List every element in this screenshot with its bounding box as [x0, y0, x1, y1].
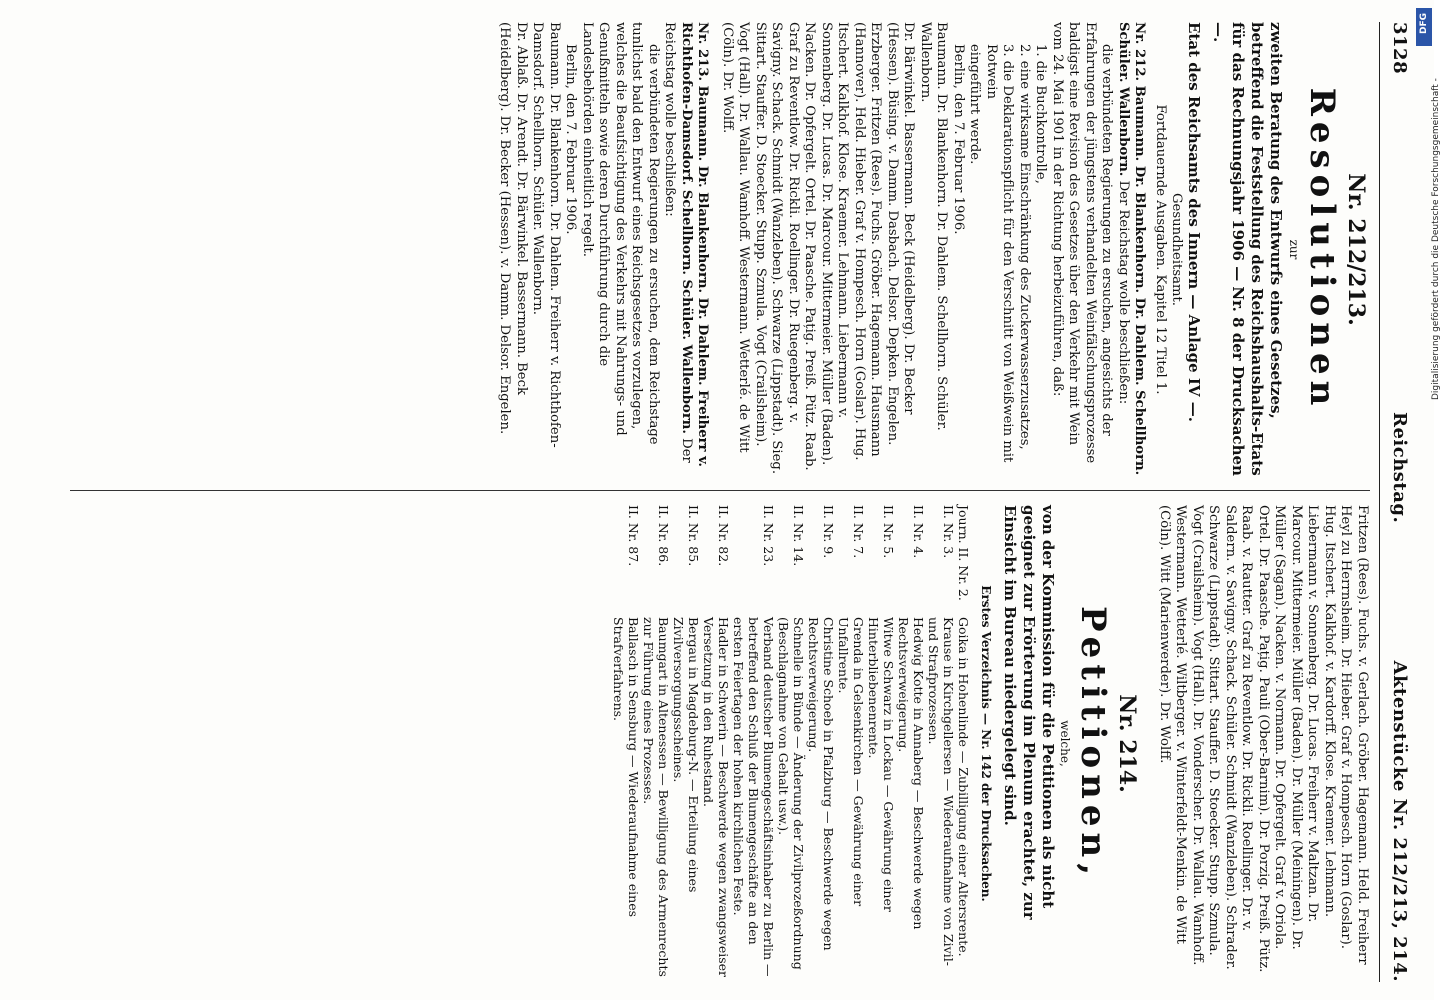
resolution-213-cosigners: Dr. Ablaß. Dr. Arendt. Dr. Bärwinkel. Bassermann. Beck (Heidelberg). Dr. Becker (Hessen). v. Damm. Delsor. Engelen. [497, 22, 529, 435]
petition-text: Witwe Schwarz in Lockau — Gewährung einer Hinterbliebenenrente. [866, 617, 897, 912]
petition-title: Petitionen, [1073, 605, 1114, 882]
dfg-logo-text: DFG [1419, 12, 1429, 34]
signers-continued: Fritzen (Rees). Fuchs. v. Gerlach. Gröber. Hagemann. Held. Freiherr Heyl zu Herrnsheim. Dr. Hieber. Graf v. Hompesch. Horn (Goslar). Hug. Itschert. Kalkhof. v. Kardorff. Klose. Kraemer. Lehmann. Liebermann v. Sonnenberg. Dr. Lucas. Freiherr v. Maltzan. Dr. Marcour. Mittermeier. Müller (Baden). Dr. Müller (Meiningen). Dr. Müller (Sagan). Nacken. v. Normann. Dr. Opfergelt. Graf v. Oriola. Ortel. Dr. Paasche. Pațig. Pauli (Ober-Barnim). Dr. Porzig. Preiß. Pütz. Raab. v. Rautter. Graf zu Reventlow. Dr. Rickli. Roellinger. Dr. v. Saldern. v. Savigny. Schack. Schüler. Schmidt (Wanzleben). Schrader. Schwarze (Lippstadt). Sittart. Stauffer. D. Stoecker. Stupp. Szmula. Vogt (Crailsheim). Vogt (Hall). Dr. Vonderscher. Dr. Wallau. Wamhoff. Westermann. Wetterlé. Wiltberger. v. Winterfeldt-Menkin. de Witt (Cöln). Witt (Marienwerder). Dr. Wolff. [1157, 505, 1370, 973]
doc-subject: zweiten Beratung des Entwurfs eines Gesetzes, betreffend die Feststellung des Reichshaushalts-Etats für das Rechnungsjahr 1906 — Nr. 8 der Drucksachen —. [1210, 22, 1286, 476]
resolution-213-signers: Baumann. Dr. Blankenhorn. Dr. Dahlem. Freiherr v. Richthofen-Damsdorf. Schellhorn. Schüler. Wallenborn. [530, 22, 562, 448]
resolution-212-heading: Nr. 212. Baumann. Dr. Blankenhorn. Dr. Dahlem. Schellhorn. Schüler. Wallenborn. [1116, 22, 1148, 476]
petition-item [702, 505, 732, 982]
head-rule [1379, 22, 1380, 982]
running-head [1382, 22, 1410, 982]
ausgaben-heading: Fortdauernde Ausgaben. Kapitel 12 Titel 1. [1153, 104, 1168, 395]
petition-text: Grenda in Gelsenkirchen — Gewährung einer Unfallrente. [836, 617, 867, 907]
resolution-212-item: 3. die Deklarationspflicht für den Verschnitt von Weißwein mit Rotwein [984, 44, 1016, 463]
petition-welche: welche, [1058, 720, 1073, 767]
column-divider [70, 490, 1370, 491]
doc-number: Nr. 212/213. [1343, 173, 1369, 326]
resolution-212-cosigners: Dr. Bärwinkel. Bassermann. Beck (Heidelberg). Dr. Becker (Hessen). Büsing. v. Damm. Dasbach. Delsor. Depken. Engelen. Erzberger. Fritzen (Rees). Fuchs. Gröber. Hagemann. Hausmann (Hannover). Held. Hieber. Graf v. Hompesch. Horn (Goslar). Hug. Itschert. Kalkhof. Klose. Kraemer. Lehmann. Liebermann v. Sonnenberg. Dr. Lucas. Dr. Marcour. Mittermeier. Müller (Baden). Nacken. Dr. Opfergelt. Ortel. Dr. Paasche. Pațig. Preiß. Pütz. Raab. Graf zu Reventlow. Dr. Rickli. Roellinger. Dr. Ruegenberg. v. Savigny. Schack. Schmidt (Wanzleben). Schwarze (Lippstadt). Sieg. Sittart. Stauffer. D. Stoecker. Stupp. Szmula. Vogt (Crailsheim). Vogt (Hall). Dr. Wallau. Wamhoff. Westermann. Wetterlé. de Witt (Cöln). Dr. Wolff. [720, 22, 917, 475]
petition-number: II. Nr. 7. [851, 505, 867, 559]
petition-doc-number: Nr. 214. [1114, 694, 1141, 793]
doc-title: Resolutionen [1302, 87, 1342, 412]
resolution-213-intro: Der Reichstag wolle beschließen: [662, 22, 694, 463]
petition-number: II. Nr. 4. [911, 505, 927, 559]
running-head-page-number: 3128 [1389, 22, 1410, 75]
petition-number: II. Nr. 86. [656, 505, 672, 567]
petition-text: Hadler in Schwerin — Beschwerde wegen zwangsweiser Versetzung in den Ruhestand. [701, 617, 732, 978]
etat-heading: Etat des Reichsamts des Innern — Anlage IV —. [1185, 22, 1204, 422]
right-column [612, 505, 1371, 982]
petition-item [642, 505, 672, 982]
petition-number: II. Nr. 5. [881, 505, 897, 559]
petition-number: II. Nr. 14. [791, 505, 807, 567]
petition-text: Goika in Hohenlinde — Zubilligung einer Altersrente. [956, 617, 972, 957]
petition-number: II. Nr. 85. [686, 505, 702, 567]
petition-item [837, 505, 867, 982]
petition-number: Journ. II. Nr. 2. [956, 505, 972, 601]
petition-text: Schnelle in Bünde — Änderung der Zivilprozeßordnung (Beschlagnahme von Gehalt usw.). [776, 617, 807, 970]
resolution-212-intro: Der Reichstag wolle beschließen: [1116, 180, 1131, 405]
resolution-213-date: Berlin, den 7. Februar 1906. [563, 44, 579, 235]
resolution-212-item: 1. die Buchkontrolle, [1033, 44, 1049, 184]
resolution-212-signers: Baumann. Dr. Blankenhorn. Dr. Dahlem. Schellhorn. Schüler. Wallenborn. [918, 22, 950, 431]
petition-text: Bergau in Magdeburg-N. — Erteilung eines Zivilversorgungsscheines. [671, 617, 702, 893]
left-column [496, 22, 1370, 477]
petition-item [612, 505, 642, 982]
petition-item [777, 505, 807, 982]
petition-list-heading: Erstes Verzeichnis — Nr. 142 der Drucksachen. [979, 585, 993, 902]
resolution-212-end: eingeführt werde. [967, 44, 983, 165]
petition-item [732, 505, 777, 982]
petition-item [957, 505, 972, 982]
petition-text: Hedwig Kotte in Annaberg — Beschwerde wegen Rechtsverweigerung. [896, 617, 927, 930]
petition-subject: von der Kommission für die Petitionen als nicht geeignet zur Erörterung im Plenum erachtet, zur Einsicht im Bureau niedergelegt sind. [1001, 505, 1057, 920]
resolution-212-item: 2. eine wirksame Einschränkung des Zuckerwasserzusatzes, [1017, 44, 1032, 450]
petition-text: Ballasch in Sensburg — Wiederaufnahme eines Strafverfahrens. [611, 617, 642, 918]
petition-number: II. Nr. 87. [626, 505, 642, 567]
petition-number: II. Nr. 23. [761, 505, 777, 567]
running-head-center: Aktenstücke Nr. 212/213, 214. [1389, 660, 1410, 982]
petition-text: Baumgart in Altenessen — Bewilligung des Armenrechts zur Führung eines Prozesses. [641, 617, 672, 977]
amt-heading: Gesundheitsamt. [1169, 193, 1185, 306]
resolution-212-date: Berlin, den 7. Februar 1906. [951, 44, 966, 235]
petition-text: Christine Schoeb in Pfalzburg — Beschwerde wegen Rechtsverweigerung. [806, 617, 837, 951]
petition-number: II. Nr. 82. [716, 505, 732, 567]
rotated-document-page [52, 22, 1410, 982]
petition-list [612, 505, 972, 982]
running-head-left: Reichstag. [1389, 412, 1410, 524]
petition-item [927, 505, 957, 982]
petition-text: Verband deutscher Blumengeschäftsinhaber zu Berlin — betreffend den Schluß der Blumengeschäfte an den ersten Feiertagen der hohen kirchlichen Feste. [731, 617, 777, 977]
petition-item [807, 505, 837, 982]
resolution-213-text: die verbündeten Regierungen zu ersuchen, dem Reichstage tunlichst bald den Entwurf eines Reichsgesetzes vorzulegen, welches die Beaufsichtigung des Verkehrs mit Nahrungs- und Genußmitteln sowie deren Durchführung durch die Landesbehörden einheitlich regelt. [580, 22, 661, 445]
petition-number: II. Nr. 9. [821, 505, 837, 559]
petition-item [672, 505, 702, 982]
petition-text: Krause in Kirchgellersen — Wiederaufnahme von Zivil- und Strafprozessen. [926, 617, 957, 966]
digitization-credit: Digitalisierung gefördert durch die Deutsche Forschungsgemeinschaft - [1431, 78, 1441, 400]
petition-item [867, 505, 897, 982]
petition-number: II. Nr. 3. [941, 505, 957, 559]
doc-zur: zur [1287, 239, 1301, 260]
resolution-213-heading: Nr. 213. Baumann. Dr. Blankenhorn. Dr. Dahlem. Freiherr v. Richthofen-Damsdorf. Schellhorn. Schüler. Wallenborn. [679, 22, 711, 468]
petition-item [897, 505, 927, 982]
resolution-212-text: die verbündeten Regierungen zu ersuchen, angesichts der Erfahrungen der jüngstens verhandelten Weinfälschungsprozesse baldigst eine Revision des Gesetzes über den Verkehr mit Wein vom 24. Mai 1901 in der Richtung herbeizuführen, daß: [1050, 22, 1115, 464]
dfg-logo [1416, 8, 1432, 46]
